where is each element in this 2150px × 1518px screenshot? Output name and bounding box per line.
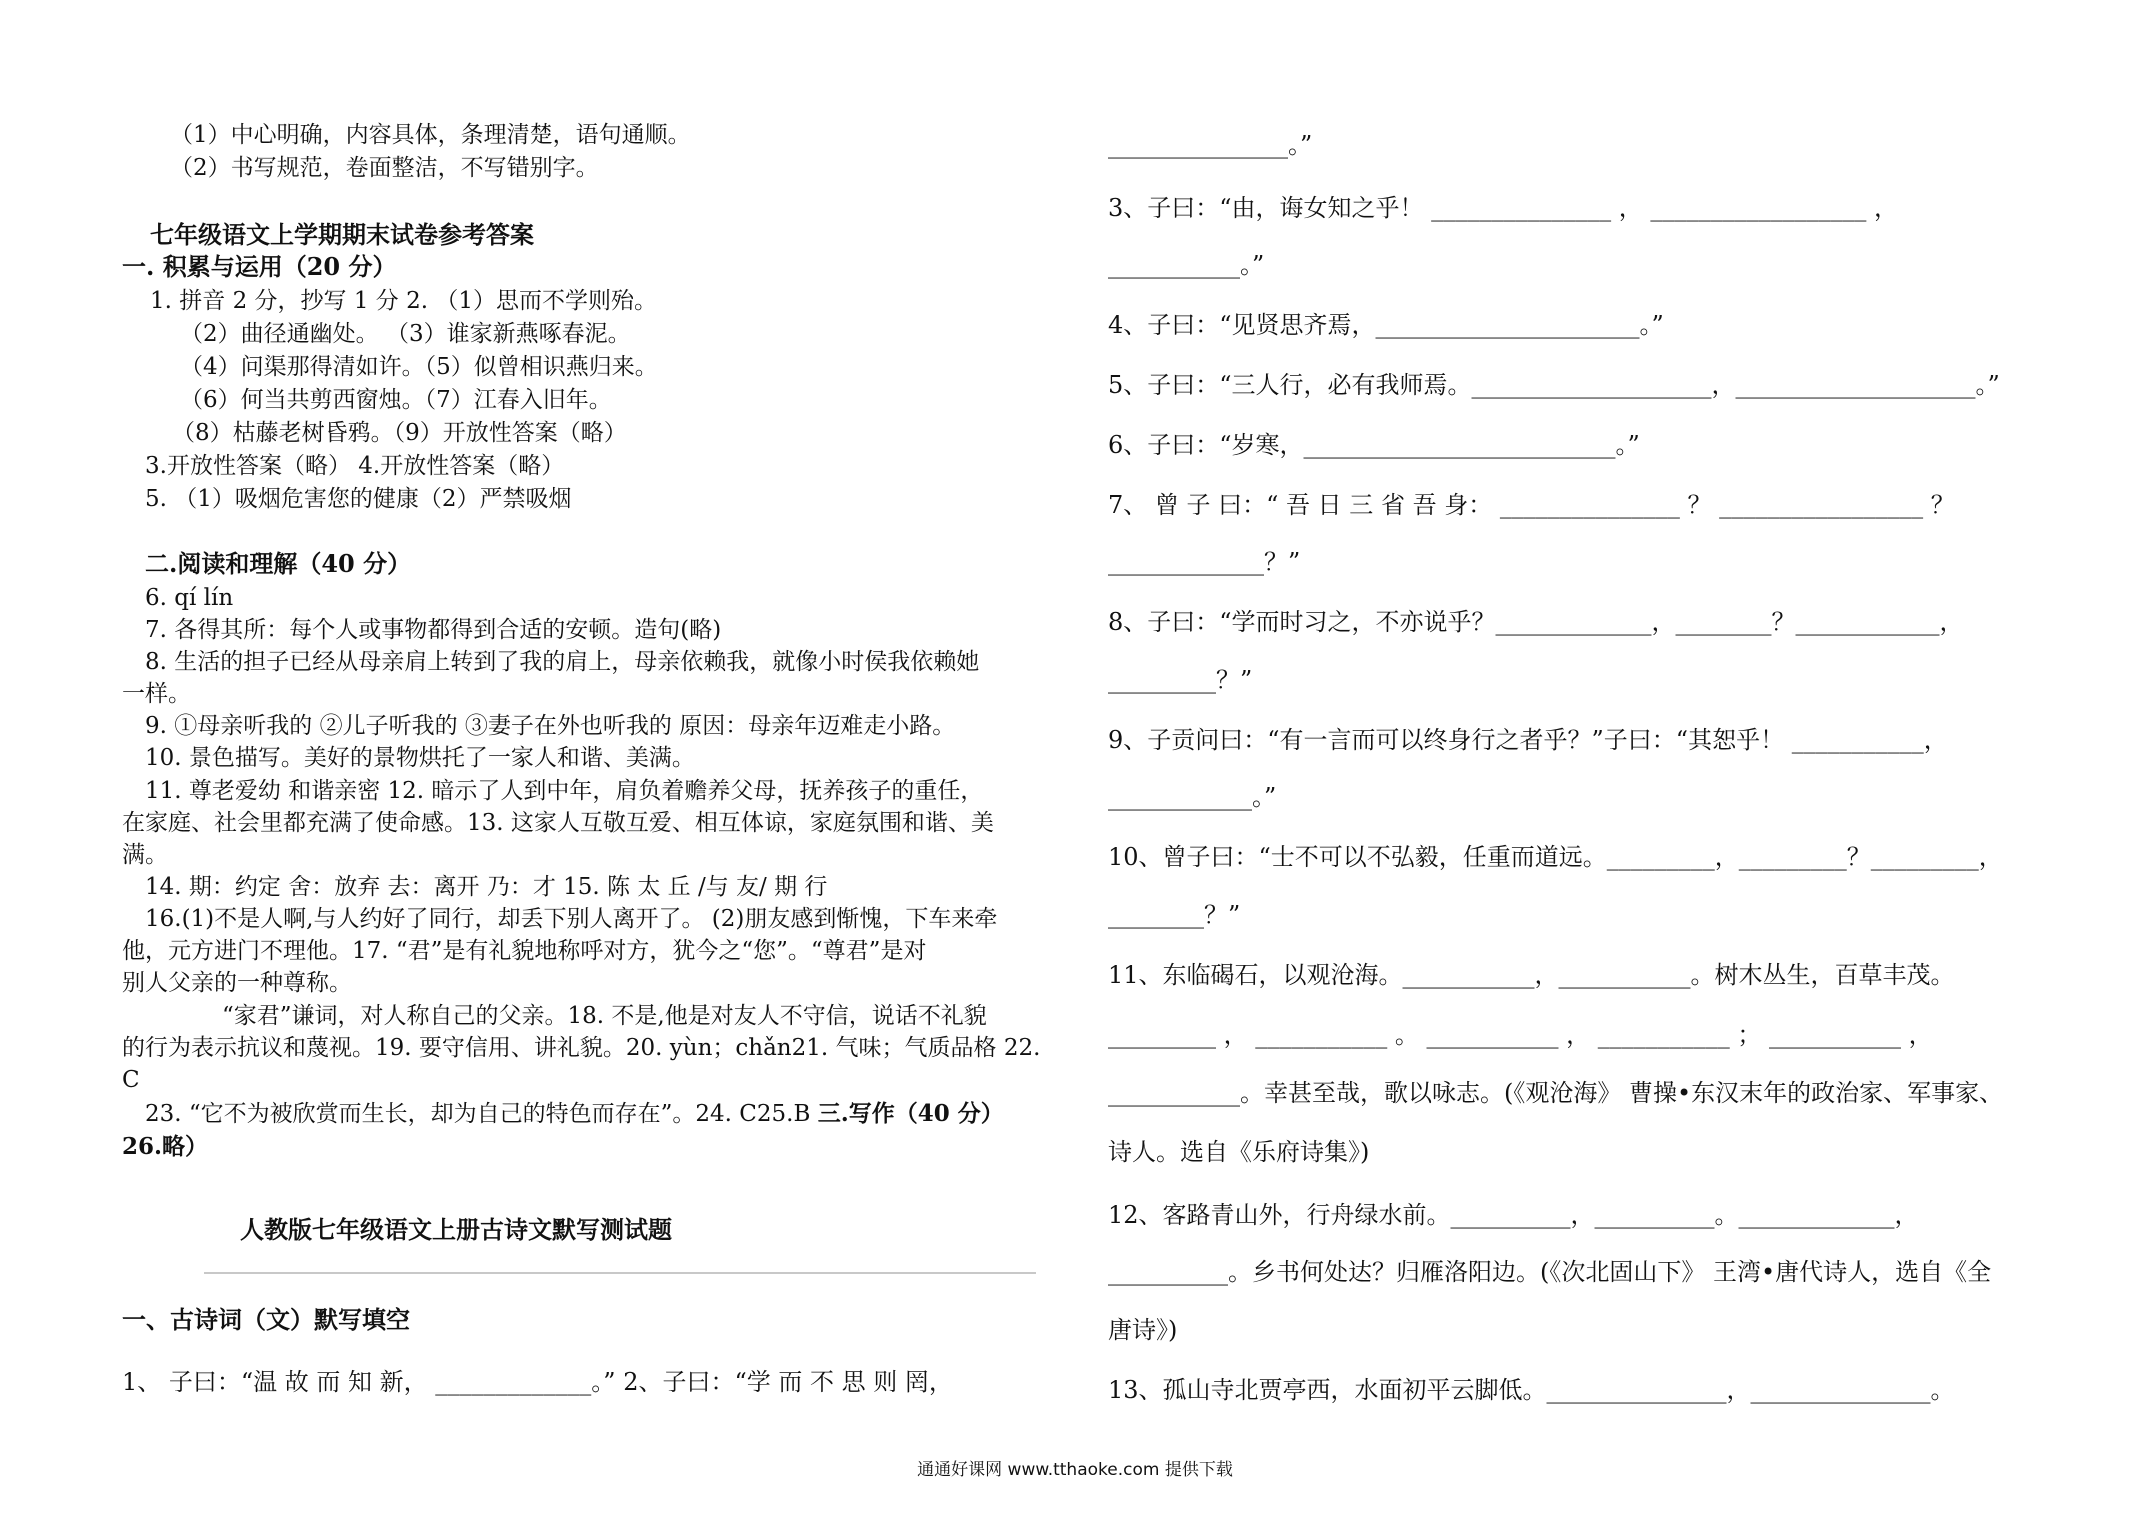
question-line: 12、客路青山外，行舟绿水前。__________，__________。_____________， [1108,1201,1919,1229]
answer-line: 一样。 [122,681,191,707]
question-line: _________？” [1108,666,1253,694]
answer-line: 在家庭、社会里都充满了使命感。13. 这家人互敬互爱、相互体谅，家庭氛围和谐、美 [122,810,994,836]
question-line: ___________。” [1108,251,1265,279]
question-line: 3、子曰：“由，诲女知之乎！ _______________ ， __________________ ， [1108,194,1899,222]
answer-line: 11. 尊老爱幼 和谐亲密 12. 暗示了人到中年，肩负着赡养父母，抚养孩子的重任， [145,778,984,804]
answer-line: “家君”谦词，对人称自己的父亲。18. 不是,他是对友人不守信，说话不礼貌 [222,1003,987,1029]
question-line: 诗人。选自《乐府诗集》) [1108,1138,1370,1166]
answer-text: 23. “它不为被欣赏而生长，却为自己的特色而存在”。24. C25.B [145,1101,818,1127]
question-line: _________ ， ___________ 。 ___________ ， ___________ ； ___________ ， [1108,1021,1933,1049]
answer-line: 7. 各得其所：每个人或事物都得到合适的安顿。造句(略) [145,617,722,643]
answer-line: 14. 期：约定 舍：放弃 去：离开 乃：才 15. 陈 太 丘 /与 友/ 期 行 [145,874,828,900]
question-line: 13、孤山寺北贾亭西，水面初平云脚低。_______________，_______________。 [1108,1376,1955,1404]
page-footer: 通通好课网 www.tthaoke.com 提供下载 [917,1460,1233,1480]
question-line: 10、曾子曰：“士不可以不弘毅，任重而道远。_________，_________？_________， [1108,843,2003,871]
answer-line: 的行为表示抗议和蔑视。19. 要守信用、讲礼貌。20. yùn；chǎn21. 气味；气质品格 22. [122,1035,1041,1061]
answer-line: 10. 景色描写。美好的景物烘托了一家人和谐、美满。 [145,745,695,771]
section-title-inline: 三.写作（40 分） [817,1100,1004,1127]
answer-line: 16.(1)不是人啊,与人约好了同行，却丢下别人离开了。 (2)朋友感到惭愧，下车来牵 [145,906,998,932]
answer-line: （6）何当共剪西窗烛。（7）江春入旧年。 [180,387,612,413]
question-line: 8、子曰：“学而时习之，不亦说乎？_____________，________？____________， [1108,608,1964,636]
answer-line: 8. 生活的担子已经从母亲肩上转到了我的肩上，母亲依赖我，就像小时侯我依赖她 [145,649,980,675]
test-title: 人教版七年级语文上册古诗文默写测试题 [240,1215,672,1244]
question-line: 5、子曰：“三人行，必有我师焉。____________________，____________________。” [1108,371,2000,399]
answer-line: （4）问渠那得清如许。（5）似曾相识燕归来。 [180,354,658,380]
answer-line: （8）枯藤老树昏鸦。（9）开放性答案（略） [172,420,627,446]
answer-line: 他，元方进门不理他。17. “君”是有礼貌地称呼对方，犹今之“您”。“尊君”是对 [122,938,927,964]
requirement-line: （1）中心明确，内容具体，条理清楚，语句通顺。 [170,122,691,148]
section-title: 二.阅读和理解（40 分） [145,549,412,578]
answer-line: 1. 拼音 2 分，抄写 1 分 2. （1）思而不学则殆。 [150,288,657,314]
question-line: 唐诗》) [1108,1316,1178,1344]
divider [204,1272,1036,1274]
section-title: 一、古诗词（文）默写填空 [122,1305,410,1334]
question-line: ________？” [1108,901,1241,929]
question-line: 9、子贡问曰：“有一言而可以终身行之者乎？”子曰：“其恕乎！ ___________， [1108,726,1948,754]
answer-line: 26.略） [122,1133,209,1160]
question-line: _______________。” [1108,131,1313,159]
answer-line: C [122,1067,140,1093]
answer-line: 6. qí lín [145,585,234,611]
requirement-line: （2）书写规范，卷面整洁，不写错别字。 [170,155,599,181]
answer-line: 5. （1）吸烟危害您的健康（2）严禁吸烟 [145,486,572,512]
question-line: 4、子曰：“见贤思齐焉，______________________。” [1108,311,1664,339]
section-title: 一. 积累与运用（20 分） [122,252,397,281]
question-line: _____________？” [1108,548,1301,576]
answer-line [145,1099,1004,1129]
answer-line: 9. ①母亲听我的 ②儿子听我的 ③妻子在外也听我的 原因：母亲年迈难走小路。 [145,713,956,739]
answer-title: 七年级语文上学期期末试卷参考答案 [150,220,534,249]
answer-line: 别人父亲的一种尊称。 [122,970,352,996]
question-line: 7、 曾 子 曰：“ 吾 日 三 省 吾 身： _______________ ？ _________________ ？ [1108,491,1955,519]
question-line: 6、子曰：“岁寒，__________________________。” [1108,431,1640,459]
answer-line: （2）曲径通幽处。 （3）谁家新燕啄春泥。 [180,321,631,347]
answer-line: 满。 [122,842,168,868]
question-line: ____________。” [1108,783,1277,811]
question-line: ___________。幸甚至哉，歌以咏志。(《观沧海》 曹操•东汉末年的政治家、军事家、 [1108,1079,2004,1107]
question-line: __________。乡书何处达？归雁洛阳边。(《次北固山下》 王湾•唐代诗人，选自《全 [1108,1258,1992,1286]
question-line: 1、 子曰：“温 故 而 知 新， _____________。” 2、子曰：“学 而 不 思 则 罔， [122,1368,953,1396]
question-line: 11、东临碣石，以观沧海。___________，___________。树木丛生，百草丰茂。 [1108,961,1955,989]
answer-line: 3.开放性答案（略） 4.开放性答案（略） [145,453,565,479]
